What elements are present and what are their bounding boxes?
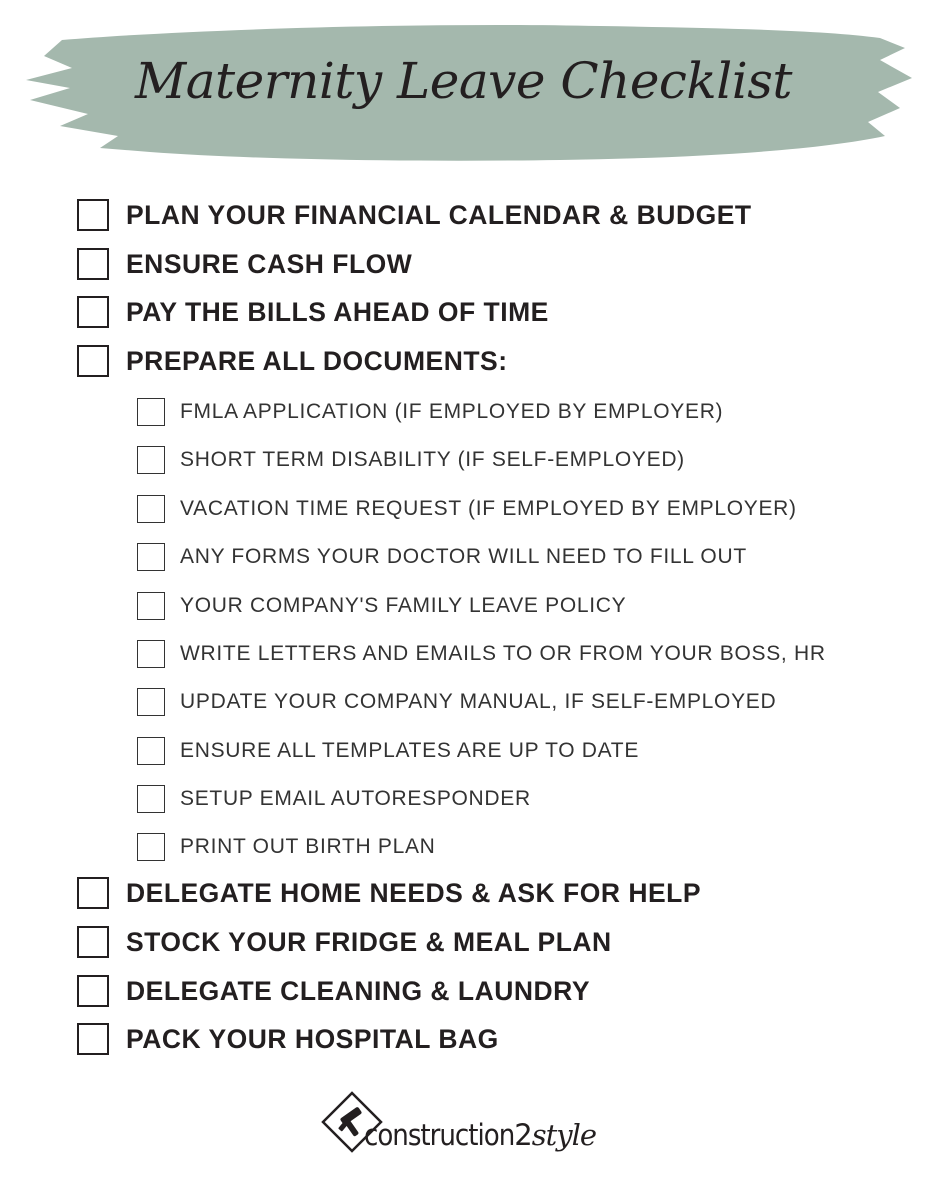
checklist-item[interactable] <box>77 248 412 280</box>
checklist-item[interactable] <box>77 877 701 909</box>
checklist-subitem[interactable] <box>137 495 797 523</box>
checklist-item[interactable] <box>77 296 549 328</box>
checklist-subitem[interactable] <box>137 592 626 620</box>
checkbox[interactable] <box>77 199 109 231</box>
checklist-subitem[interactable] <box>137 398 723 426</box>
checklist-item-label: PREPARE ALL DOCUMENTS: <box>126 345 508 376</box>
checklist-subitem-label: WRITE LETTERS AND EMAILS TO OR FROM YOUR BOSS, HR <box>180 642 826 665</box>
checkbox[interactable] <box>137 688 165 716</box>
checklist-item[interactable] <box>77 1023 499 1055</box>
checklist-item-label: PACK YOUR HOSPITAL BAG <box>126 1023 499 1054</box>
checkbox[interactable] <box>77 248 109 280</box>
checklist-item-label: PLAN YOUR FINANCIAL CALENDAR & BUDGET <box>126 199 752 230</box>
checkbox[interactable] <box>77 345 109 377</box>
checklist-subitem[interactable] <box>137 785 531 813</box>
checklist-subitem-label: VACATION TIME REQUEST (IF EMPLOYED BY EMPLOYER) <box>180 497 797 520</box>
checkbox[interactable] <box>137 495 165 523</box>
checklist-subitem[interactable] <box>137 543 747 571</box>
checkbox[interactable] <box>77 296 109 328</box>
checklist-subitem[interactable] <box>137 688 776 716</box>
checklist-subitem-label: PRINT OUT BIRTH PLAN <box>180 835 436 858</box>
brand-number: 2 <box>514 1118 532 1152</box>
checklist-item-label: STOCK YOUR FRIDGE & MEAL PLAN <box>126 926 612 957</box>
checklist-subitem-label: SHORT TERM DISABILITY (IF SELF-EMPLOYED) <box>180 448 685 471</box>
checklist-subitem[interactable] <box>137 737 639 765</box>
checklist-item[interactable] <box>77 345 508 377</box>
checklist-subitem[interactable] <box>137 833 436 861</box>
checklist-subitem-label: UPDATE YOUR COMPANY MANUAL, IF SELF-EMPLOYED <box>180 690 777 713</box>
checkbox[interactable] <box>77 975 109 1007</box>
checkbox[interactable] <box>77 926 109 958</box>
checklist-subitem-label: YOUR COMPANY'S FAMILY LEAVE POLICY <box>180 594 627 617</box>
checkbox[interactable] <box>77 877 109 909</box>
checklist-subitem[interactable] <box>137 446 685 474</box>
checkbox[interactable] <box>137 446 165 474</box>
checkbox[interactable] <box>137 592 165 620</box>
brand-style-word: style <box>531 1118 597 1152</box>
brand-name <box>364 1118 596 1152</box>
checklist-item-label: ENSURE CASH FLOW <box>126 248 413 279</box>
checkbox[interactable] <box>137 785 165 813</box>
checklist-subitem-label: FMLA APPLICATION (IF EMPLOYED BY EMPLOYER) <box>180 400 724 423</box>
checklist-item[interactable] <box>77 199 752 231</box>
brand-logo <box>318 1090 598 1170</box>
checkbox[interactable] <box>77 1023 109 1055</box>
brand-word: construction <box>364 1118 515 1152</box>
page-title: Maternity Leave Checklist <box>135 52 792 110</box>
checklist-item[interactable] <box>77 926 612 958</box>
checklist-item-label: DELEGATE CLEANING & LAUNDRY <box>126 975 590 1006</box>
checkbox[interactable] <box>137 737 165 765</box>
checklist-subitem-label: ENSURE ALL TEMPLATES ARE UP TO DATE <box>180 739 640 762</box>
title-banner <box>0 0 927 175</box>
checklist-item[interactable] <box>77 975 590 1007</box>
checkbox[interactable] <box>137 543 165 571</box>
checklist-item-label: PAY THE BILLS AHEAD OF TIME <box>126 296 549 327</box>
checkbox[interactable] <box>137 833 165 861</box>
checklist-subitem[interactable] <box>137 640 826 668</box>
checklist-item-label: DELEGATE HOME NEEDS & ASK FOR HELP <box>126 877 702 908</box>
checkbox[interactable] <box>137 398 165 426</box>
checklist-subitem-label: SETUP EMAIL AUTORESPONDER <box>180 787 531 810</box>
checkbox[interactable] <box>137 640 165 668</box>
checklist-subitem-label: ANY FORMS YOUR DOCTOR WILL NEED TO FILL OUT <box>180 545 747 568</box>
